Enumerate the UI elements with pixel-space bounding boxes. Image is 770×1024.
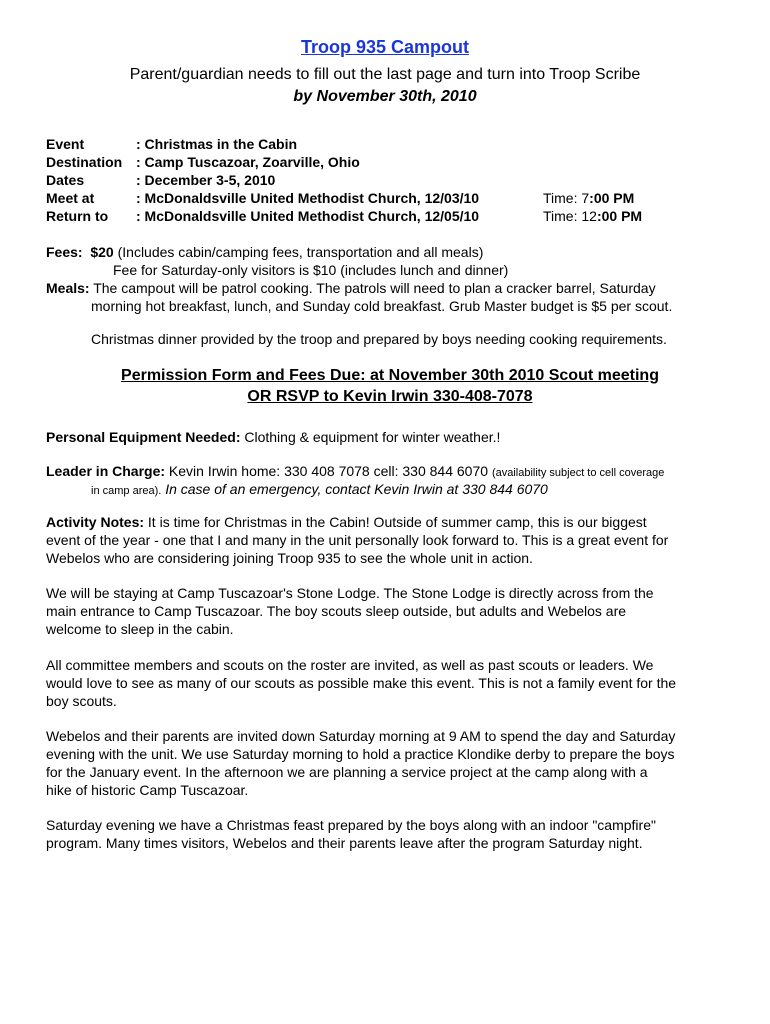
meet-time-prefix: Time: 7 <box>543 190 590 206</box>
return-time-prefix: Time: 12 <box>543 208 597 224</box>
leader-coverage-note: (availability subject to cell coverage <box>491 467 665 479</box>
paragraph-invited <box>46 656 736 710</box>
paragraph-line: hike of historic Camp Tuscazoar. <box>46 782 249 798</box>
fees-amount: $20 <box>90 244 114 260</box>
paragraph-line: would love to see as many of our scouts as possible make this event. This is not a family event for the <box>46 675 677 691</box>
paragraph-webelos <box>46 727 736 799</box>
info-value: : McDonaldsville United Methodist Church, 12/03/10 <box>136 190 480 206</box>
paragraph-line: program. Many times visitors, Webelos and their parents leave after the program Saturday night. <box>46 835 643 851</box>
paragraph-feast <box>46 816 736 852</box>
permission-heading: Permission Form and Fees Due: at November 30th 2010 Scout meeting <box>121 367 659 384</box>
paragraph-line: evening with the unit. We use Saturday morning to hold a practice Klondike derby to prepare the boys <box>46 746 675 762</box>
equipment-text: Clothing & equipment for winter weather.! <box>240 429 501 445</box>
activity-line <box>46 513 736 531</box>
leader-coverage-note-2: in camp area). <box>91 485 162 497</box>
fees-description: (Includes cabin/camping fees, transportation and all meals) <box>113 244 484 260</box>
equipment-label: Personal Equipment Needed: <box>46 429 241 445</box>
leader-line-2 <box>91 480 548 500</box>
paragraph-line: Saturday evening we have a Christmas feast prepared by the boys along with an indoor "campfire" <box>46 817 656 833</box>
return-time <box>543 208 642 224</box>
paragraph-line: for the January event. In the afternoon we are planning a service project at the camp along with a <box>46 764 648 780</box>
fees-line-1 <box>46 243 483 261</box>
activity-text: It is time for Christmas in the Cabin! Outside of summer camp, this is our biggest <box>144 514 647 530</box>
meals-text: The campout will be patrol cooking. The patrols will need to plan a cracker barrel, Saturday <box>89 280 656 296</box>
activity-line: event of the year - one that I and many in the unit personally look forward to. This is a great event for <box>46 532 669 548</box>
info-label: Return to <box>46 208 109 224</box>
meals-label: Meals: <box>46 280 90 296</box>
info-value: : Christmas in the Cabin <box>136 136 298 152</box>
activity-label: Activity Notes: <box>46 514 145 530</box>
paragraph-line: welcome to sleep in the cabin. <box>46 621 234 637</box>
deadline: by November 30th, 2010 <box>293 88 477 105</box>
rsvp-heading: OR RSVP to Kevin Irwin 330-408-7078 <box>247 388 533 405</box>
activity-line: Webelos who are considering joining Troop 935 to see the whole unit in action. <box>46 550 533 566</box>
meet-time <box>543 190 634 206</box>
return-time-suffix: :00 PM <box>596 208 643 224</box>
leader-line-1 <box>46 462 664 482</box>
paragraph-line: boy scouts. <box>46 693 117 709</box>
info-label: Meet at <box>46 190 95 206</box>
activity-notes <box>46 513 736 567</box>
paragraph-line: We will be staying at Camp Tuscazoar's Stone Lodge. The Stone Lodge is directly across from the <box>46 585 654 601</box>
fees-line-2: Fee for Saturday-only visitors is $10 (includes lunch and dinner) <box>113 262 509 278</box>
paragraph-line: All committee members and scouts on the roster are invited, as well as past scouts or leaders. We <box>46 657 654 673</box>
fees-label: Fees: <box>46 244 83 260</box>
info-value: : December 3-5, 2010 <box>136 172 276 188</box>
info-label: Event <box>46 136 85 152</box>
info-row-meet-at <box>46 190 666 208</box>
equipment-line <box>46 428 500 446</box>
paragraph-lodge <box>46 584 736 638</box>
emergency-contact: In case of an emergency, contact Kevin Irwin at 330 844 6070 <box>161 481 548 497</box>
leader-contact: Kevin Irwin home: 330 408 7078 cell: 330 844 6070 <box>165 463 492 479</box>
paragraph-line: main entrance to Camp Tuscazoar. The boy scouts sleep outside, but adults and Webelos are <box>46 603 627 619</box>
meals-line-1 <box>46 279 656 297</box>
info-label: Dates <box>46 172 85 188</box>
meals-line-3: Christmas dinner provided by the troop and prepared by boys needing cooking requirements. <box>91 331 667 347</box>
info-label: Destination <box>46 154 123 170</box>
meet-time-suffix: :00 PM <box>589 190 635 206</box>
info-value: : McDonaldsville United Methodist Church, 12/05/10 <box>136 208 480 224</box>
subtitle: Parent/guardian needs to fill out the last page and turn into Troop Scribe <box>129 66 641 83</box>
info-value: : Camp Tuscazoar, Zoarville, Ohio <box>136 154 360 170</box>
page-title: Troop 935 Campout <box>300 37 470 57</box>
info-row-return-to <box>46 208 666 226</box>
leader-label: Leader in Charge: <box>46 463 166 479</box>
paragraph-line: Webelos and their parents are invited down Saturday morning at 9 AM to spend the day and Saturday <box>46 728 676 744</box>
meals-line-2: morning hot breakfast, lunch, and Sunday cold breakfast. Grub Master budget is $5 per scout. <box>91 298 673 314</box>
